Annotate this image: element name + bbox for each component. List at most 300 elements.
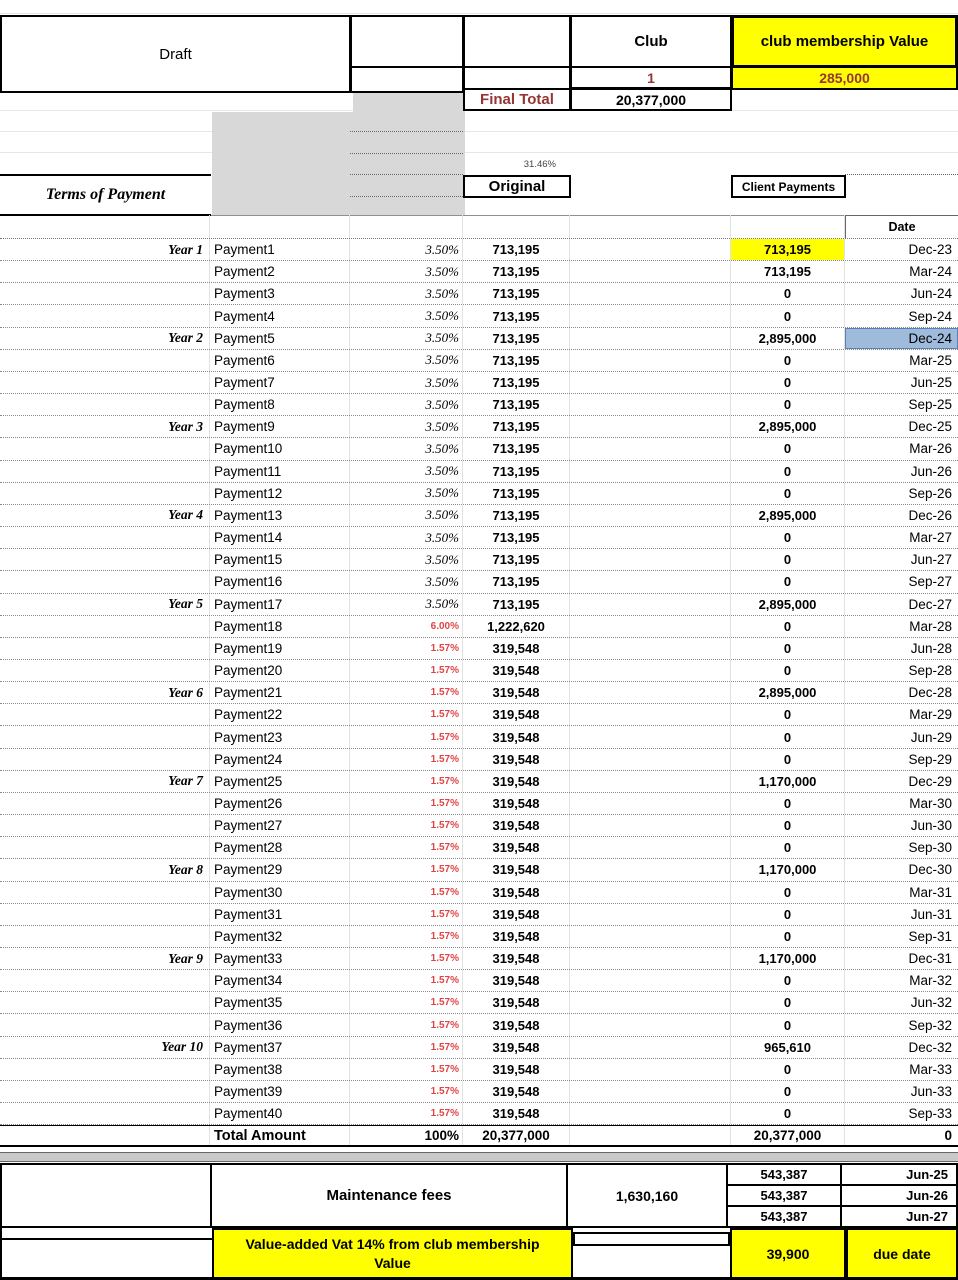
payment-name-cell[interactable]: Payment12: [210, 483, 350, 504]
maintenance-label-cell[interactable]: Maintenance fees: [212, 1165, 568, 1226]
client-payment-cell[interactable]: 0: [731, 660, 845, 681]
date-cell[interactable]: Dec-24: [845, 328, 958, 349]
date-column-header[interactable]: Date: [845, 215, 958, 238]
year-label-cell[interactable]: [0, 350, 210, 371]
client-payment-cell[interactable]: 0: [731, 527, 845, 548]
empty-gap-cell[interactable]: [570, 305, 731, 326]
client-payment-cell[interactable]: 2,895,000: [731, 682, 845, 703]
payment-name-cell[interactable]: Payment15: [210, 549, 350, 570]
payment-name-cell[interactable]: Payment17: [210, 594, 350, 615]
empty-gap-cell[interactable]: [570, 527, 731, 548]
empty-gap-cell[interactable]: [570, 328, 731, 349]
empty-gap-cell[interactable]: [570, 438, 731, 459]
payment-name-cell[interactable]: Payment7: [210, 372, 350, 393]
date-cell[interactable]: Dec-27: [908, 596, 952, 612]
year-label-cell[interactable]: [0, 461, 210, 482]
client-payment-cell[interactable]: 0: [731, 815, 845, 836]
year-label-cell[interactable]: Year 2: [0, 328, 210, 349]
client-payment-cell[interactable]: 0: [731, 704, 845, 725]
date-cell[interactable]: Mar-33: [909, 1061, 952, 1077]
payment-name-cell[interactable]: Payment25: [210, 771, 350, 792]
payment-percent-cell[interactable]: 3.50%: [350, 350, 463, 371]
original-amount-cell[interactable]: 319,548: [463, 1059, 570, 1080]
year-label-cell[interactable]: Year 5: [0, 594, 210, 615]
original-amount-cell[interactable]: 713,195: [463, 549, 570, 570]
year-label-cell[interactable]: [0, 549, 210, 570]
original-amount-cell[interactable]: 319,548: [463, 904, 570, 925]
empty-cell[interactable]: [731, 215, 845, 238]
payment-name-cell[interactable]: Payment16: [210, 571, 350, 592]
year-label-cell[interactable]: [0, 815, 210, 836]
original-amount-cell[interactable]: 319,548: [463, 859, 570, 880]
final-total-label-cell[interactable]: Final Total: [463, 88, 571, 111]
payment-percent-cell[interactable]: 1.57%: [350, 749, 463, 770]
payment-name-cell[interactable]: Payment2: [210, 261, 350, 282]
payment-name-cell[interactable]: Payment14: [210, 527, 350, 548]
empty-cell[interactable]: [570, 1126, 731, 1145]
year-label-cell[interactable]: [0, 726, 210, 747]
original-amount-cell[interactable]: 713,195: [463, 350, 570, 371]
payment-percent-cell[interactable]: 3.50%: [350, 416, 463, 437]
payment-percent-cell[interactable]: 6.00%: [350, 616, 463, 637]
empty-gap-cell[interactable]: [570, 1103, 731, 1124]
date-cell[interactable]: Mar-26: [909, 441, 952, 457]
date-cell[interactable]: Mar-24: [909, 264, 952, 280]
empty-gap-cell[interactable]: [570, 1037, 731, 1058]
empty-gap-cell[interactable]: [570, 749, 731, 770]
client-payments-header-cell[interactable]: Client Payments: [731, 175, 846, 198]
payment-name-cell[interactable]: Payment4: [210, 305, 350, 326]
year-label-cell[interactable]: [0, 1081, 210, 1102]
empty-gap-cell[interactable]: [570, 726, 731, 747]
payment-percent-cell[interactable]: 1.57%: [350, 704, 463, 725]
payment-percent-cell[interactable]: 3.50%: [350, 372, 463, 393]
year-label-cell[interactable]: [0, 970, 210, 991]
payment-name-cell[interactable]: Payment18: [210, 616, 350, 637]
vat-due-date-cell[interactable]: due date: [846, 1228, 958, 1280]
empty-cell[interactable]: [210, 215, 350, 238]
payment-percent-cell[interactable]: 3.50%: [350, 571, 463, 592]
original-amount-cell[interactable]: 713,195: [463, 438, 570, 459]
maintenance-date-cell[interactable]: Jun-26: [906, 1188, 948, 1203]
date-cell[interactable]: Dec-28: [908, 685, 952, 701]
original-amount-cell[interactable]: 1,222,620: [463, 616, 570, 637]
empty-gap-cell[interactable]: [570, 1014, 731, 1035]
date-cell[interactable]: Sep-24: [908, 308, 952, 324]
client-payment-cell[interactable]: 2,895,000: [731, 416, 845, 437]
client-payment-cell[interactable]: 0: [731, 882, 845, 903]
maintenance-empty-cell[interactable]: [2, 1165, 212, 1226]
payment-percent-cell[interactable]: 1.57%: [350, 1014, 463, 1035]
payment-percent-cell[interactable]: 1.57%: [350, 1059, 463, 1080]
payment-name-cell[interactable]: Payment20: [210, 660, 350, 681]
club-header-cell[interactable]: Club: [570, 15, 732, 68]
empty-header-cell[interactable]: [350, 15, 464, 93]
original-amount-cell[interactable]: 713,195: [463, 372, 570, 393]
payment-name-cell[interactable]: Payment35: [210, 992, 350, 1013]
year-label-cell[interactable]: [0, 1103, 210, 1124]
year-label-cell[interactable]: [0, 616, 210, 637]
date-cell[interactable]: Sep-33: [908, 1106, 952, 1122]
empty-gap-cell[interactable]: [570, 571, 731, 592]
empty-cell[interactable]: [0, 1126, 210, 1145]
client-payment-cell[interactable]: 2,895,000: [731, 594, 845, 615]
payment-name-cell[interactable]: Payment39: [210, 1081, 350, 1102]
empty-gap-cell[interactable]: [570, 638, 731, 659]
original-amount-cell[interactable]: 319,548: [463, 1081, 570, 1102]
membership-value-header-cell[interactable]: club membership Value: [731, 15, 958, 68]
empty-gap-cell[interactable]: [570, 660, 731, 681]
empty-gap-cell[interactable]: [570, 992, 731, 1013]
payment-percent-cell[interactable]: 1.57%: [350, 726, 463, 747]
payment-percent-cell[interactable]: 3.50%: [350, 438, 463, 459]
vat-empty-cell[interactable]: [0, 1228, 212, 1280]
payment-name-cell[interactable]: Payment11: [210, 461, 350, 482]
date-cell[interactable]: Jun-30: [910, 818, 952, 834]
payment-name-cell[interactable]: Payment40: [210, 1103, 350, 1124]
date-cell[interactable]: Dec-32: [908, 1039, 952, 1055]
client-payment-cell[interactable]: 965,610: [731, 1037, 845, 1058]
year-label-cell[interactable]: [0, 527, 210, 548]
year-label-cell[interactable]: [0, 438, 210, 459]
payment-percent-cell[interactable]: 1.57%: [350, 992, 463, 1013]
date-cell[interactable]: Jun-29: [910, 729, 952, 745]
empty-gap-cell[interactable]: [570, 1081, 731, 1102]
payment-name-cell[interactable]: Payment23: [210, 726, 350, 747]
payment-percent-cell[interactable]: 1.57%: [350, 1037, 463, 1058]
original-amount-cell[interactable]: 319,548: [463, 638, 570, 659]
original-amount-cell[interactable]: 319,548: [463, 1014, 570, 1035]
payment-name-cell[interactable]: Payment3: [210, 283, 350, 304]
original-amount-cell[interactable]: 713,195: [463, 239, 570, 260]
payment-name-cell[interactable]: Payment1: [210, 239, 350, 260]
payment-percent-cell[interactable]: 1.57%: [350, 1081, 463, 1102]
client-payment-cell[interactable]: 0: [731, 926, 845, 947]
date-cell[interactable]: Jun-27: [910, 552, 952, 568]
year-label-cell[interactable]: [0, 483, 210, 504]
payment-percent-cell[interactable]: 3.50%: [350, 461, 463, 482]
payment-name-cell[interactable]: Payment34: [210, 970, 350, 991]
empty-gap-cell[interactable]: [570, 1059, 731, 1080]
payment-percent-cell[interactable]: 1.57%: [350, 904, 463, 925]
year-label-cell[interactable]: [0, 926, 210, 947]
payment-percent-cell[interactable]: 3.50%: [350, 394, 463, 415]
client-payment-cell[interactable]: 1,170,000: [731, 859, 845, 880]
total-label-cell[interactable]: Total Amount: [210, 1126, 350, 1145]
year-label-cell[interactable]: [0, 638, 210, 659]
payment-percent-cell[interactable]: 3.50%: [350, 261, 463, 282]
vat-label-cell[interactable]: Value-added Vat 14% from club membership Value: [212, 1228, 573, 1280]
original-amount-cell[interactable]: 713,195: [463, 461, 570, 482]
payment-percent-cell[interactable]: 1.57%: [350, 638, 463, 659]
empty-gap-cell[interactable]: [570, 394, 731, 415]
client-payment-cell[interactable]: 0: [731, 1059, 845, 1080]
payment-percent-cell[interactable]: 3.50%: [350, 305, 463, 326]
original-amount-cell[interactable]: 319,548: [463, 771, 570, 792]
date-cell[interactable]: Mar-27: [909, 530, 952, 546]
client-payment-cell[interactable]: 0: [731, 438, 845, 459]
original-amount-cell[interactable]: 319,548: [463, 837, 570, 858]
original-amount-cell[interactable]: 319,548: [463, 682, 570, 703]
empty-gap-cell[interactable]: [570, 970, 731, 991]
terms-of-payment-label[interactable]: Terms of Payment: [0, 174, 211, 216]
year-label-cell[interactable]: [0, 992, 210, 1013]
final-total-value-cell[interactable]: 20,377,000: [570, 88, 732, 111]
maintenance-date-cell[interactable]: Jun-25: [906, 1167, 948, 1182]
empty-gap-cell[interactable]: [570, 815, 731, 836]
year-label-cell[interactable]: [0, 882, 210, 903]
client-payment-cell[interactable]: 0: [731, 1014, 845, 1035]
payment-name-cell[interactable]: Payment19: [210, 638, 350, 659]
payment-name-cell[interactable]: Payment27: [210, 815, 350, 836]
empty-cell[interactable]: [570, 215, 731, 238]
maintenance-amount-cell[interactable]: 543,387: [728, 1165, 842, 1184]
client-payment-cell[interactable]: 0: [731, 616, 845, 637]
payment-name-cell[interactable]: Payment24: [210, 749, 350, 770]
date-cell[interactable]: Jun-33: [910, 1084, 952, 1100]
original-amount-cell[interactable]: 319,548: [463, 749, 570, 770]
client-payment-cell[interactable]: 0: [731, 1081, 845, 1102]
payment-percent-cell[interactable]: 3.50%: [350, 549, 463, 570]
payment-percent-cell[interactable]: 1.57%: [350, 1103, 463, 1124]
client-payment-cell[interactable]: 713,195: [731, 239, 845, 260]
original-amount-cell[interactable]: 319,548: [463, 926, 570, 947]
total-client-cell[interactable]: 20,377,000: [731, 1126, 845, 1145]
club-number-cell[interactable]: 1: [570, 66, 732, 89]
date-cell[interactable]: Dec-25: [908, 419, 952, 435]
payment-name-cell[interactable]: Payment9: [210, 416, 350, 437]
empty-gap-cell[interactable]: [570, 948, 731, 969]
client-payment-cell[interactable]: 0: [731, 394, 845, 415]
total-original-cell[interactable]: 20,377,000: [463, 1126, 570, 1145]
total-date-cell[interactable]: 0: [944, 1128, 952, 1144]
date-cell[interactable]: Sep-30: [908, 840, 952, 856]
empty-cell[interactable]: [463, 215, 570, 238]
total-percent-cell[interactable]: 100%: [350, 1126, 463, 1145]
empty-gap-cell[interactable]: [570, 461, 731, 482]
original-amount-cell[interactable]: 319,548: [463, 1037, 570, 1058]
date-cell[interactable]: Dec-30: [908, 862, 952, 878]
client-payment-cell[interactable]: 0: [731, 483, 845, 504]
date-cell[interactable]: Jun-25: [910, 375, 952, 391]
empty-gap-cell[interactable]: [570, 283, 731, 304]
client-payment-cell[interactable]: 0: [731, 970, 845, 991]
original-amount-cell[interactable]: 713,195: [463, 416, 570, 437]
maintenance-amount-cell[interactable]: 543,387: [728, 1207, 842, 1226]
date-cell[interactable]: Jun-24: [910, 286, 952, 302]
date-cell[interactable]: Sep-31: [908, 928, 952, 944]
payment-name-cell[interactable]: Payment21: [210, 682, 350, 703]
payment-percent-cell[interactable]: 3.50%: [350, 594, 463, 615]
payment-percent-cell[interactable]: 1.57%: [350, 859, 463, 880]
date-cell[interactable]: Mar-29: [909, 707, 952, 723]
empty-gap-cell[interactable]: [570, 837, 731, 858]
payment-name-cell[interactable]: Payment26: [210, 793, 350, 814]
year-label-cell[interactable]: Year 8: [0, 859, 210, 880]
payment-percent-cell[interactable]: 3.50%: [350, 239, 463, 260]
year-label-cell[interactable]: Year 1: [0, 239, 210, 260]
date-cell[interactable]: Sep-25: [908, 397, 952, 413]
year-label-cell[interactable]: [0, 660, 210, 681]
empty-cell[interactable]: [350, 215, 463, 238]
client-payment-cell[interactable]: 0: [731, 793, 845, 814]
payment-name-cell[interactable]: Payment22: [210, 704, 350, 725]
original-amount-cell[interactable]: 713,195: [463, 305, 570, 326]
vat-small-empty-cell[interactable]: [573, 1232, 730, 1246]
year-label-cell[interactable]: [0, 305, 210, 326]
maintenance-amount-cell[interactable]: 543,387: [728, 1186, 842, 1205]
empty-gap-cell[interactable]: [570, 549, 731, 570]
year-label-cell[interactable]: [0, 837, 210, 858]
payment-percent-cell[interactable]: 3.50%: [350, 505, 463, 526]
client-payment-cell[interactable]: 0: [731, 283, 845, 304]
payment-percent-cell[interactable]: 1.57%: [350, 815, 463, 836]
date-cell[interactable]: Jun-31: [910, 906, 952, 922]
vat-amount-cell[interactable]: 39,900: [730, 1228, 846, 1280]
year-label-cell[interactable]: [0, 1014, 210, 1035]
client-payment-cell[interactable]: 0: [731, 638, 845, 659]
original-amount-cell[interactable]: 319,548: [463, 992, 570, 1013]
year-label-cell[interactable]: Year 3: [0, 416, 210, 437]
payment-name-cell[interactable]: Payment29: [210, 859, 350, 880]
payment-name-cell[interactable]: Payment10: [210, 438, 350, 459]
payment-name-cell[interactable]: Payment8: [210, 394, 350, 415]
empty-gap-cell[interactable]: [570, 904, 731, 925]
original-amount-cell[interactable]: 319,548: [463, 726, 570, 747]
payment-name-cell[interactable]: Payment38: [210, 1059, 350, 1080]
payment-name-cell[interactable]: Payment6: [210, 350, 350, 371]
payment-percent-cell[interactable]: 1.57%: [350, 970, 463, 991]
empty-gap-cell[interactable]: [570, 771, 731, 792]
year-label-cell[interactable]: Year 6: [0, 682, 210, 703]
date-cell[interactable]: Sep-29: [908, 751, 952, 767]
client-payment-cell[interactable]: 0: [731, 726, 845, 747]
empty-gap-cell[interactable]: [570, 483, 731, 504]
payment-name-cell[interactable]: Payment37: [210, 1037, 350, 1058]
date-cell[interactable]: Dec-23: [908, 242, 952, 258]
year-label-cell[interactable]: [0, 749, 210, 770]
payment-percent-cell[interactable]: 1.57%: [350, 793, 463, 814]
payment-name-cell[interactable]: Payment5: [210, 328, 350, 349]
client-payment-cell[interactable]: 1,170,000: [731, 771, 845, 792]
payment-name-cell[interactable]: Payment33: [210, 948, 350, 969]
payment-percent-cell[interactable]: 3.50%: [350, 527, 463, 548]
maintenance-date-cell[interactable]: Jun-27: [906, 1209, 948, 1224]
date-cell[interactable]: Jun-28: [910, 640, 952, 656]
original-amount-cell[interactable]: 319,548: [463, 660, 570, 681]
empty-gap-cell[interactable]: [570, 882, 731, 903]
empty-gap-cell[interactable]: [570, 594, 731, 615]
client-payment-cell[interactable]: 0: [731, 837, 845, 858]
original-amount-cell[interactable]: 319,548: [463, 970, 570, 991]
year-label-cell[interactable]: [0, 261, 210, 282]
percent-note[interactable]: 31.46%: [523, 159, 556, 170]
payment-percent-cell[interactable]: 1.57%: [350, 948, 463, 969]
empty-header-cell[interactable]: [463, 15, 571, 93]
payment-name-cell[interactable]: Payment32: [210, 926, 350, 947]
year-label-cell[interactable]: [0, 1059, 210, 1080]
payment-percent-cell[interactable]: 1.57%: [350, 882, 463, 903]
empty-gap-cell[interactable]: [570, 926, 731, 947]
original-amount-cell[interactable]: 319,548: [463, 882, 570, 903]
empty-gap-cell[interactable]: [570, 859, 731, 880]
original-amount-cell[interactable]: 713,195: [463, 571, 570, 592]
empty-gap-cell[interactable]: [570, 416, 731, 437]
draft-cell[interactable]: Draft: [0, 15, 351, 93]
original-amount-cell[interactable]: 713,195: [463, 328, 570, 349]
client-payment-cell[interactable]: 2,895,000: [731, 505, 845, 526]
payment-percent-cell[interactable]: 1.57%: [350, 926, 463, 947]
year-label-cell[interactable]: [0, 283, 210, 304]
empty-gap-cell[interactable]: [570, 616, 731, 637]
date-cell[interactable]: Mar-25: [909, 352, 952, 368]
date-cell[interactable]: Dec-31: [908, 951, 952, 967]
payment-percent-cell[interactable]: 3.50%: [350, 283, 463, 304]
date-cell[interactable]: Mar-32: [909, 973, 952, 989]
date-cell[interactable]: Jun-32: [910, 995, 952, 1011]
date-cell[interactable]: Dec-26: [908, 507, 952, 523]
client-payment-cell[interactable]: 713,195: [731, 261, 845, 282]
client-payment-cell[interactable]: 0: [731, 461, 845, 482]
empty-gap-cell[interactable]: [570, 261, 731, 282]
original-amount-cell[interactable]: 319,548: [463, 793, 570, 814]
empty-gap-cell[interactable]: [570, 372, 731, 393]
payment-name-cell[interactable]: Payment31: [210, 904, 350, 925]
year-label-cell[interactable]: Year 4: [0, 505, 210, 526]
empty-gap-cell[interactable]: [570, 505, 731, 526]
original-amount-cell[interactable]: 713,195: [463, 483, 570, 504]
empty-gap-cell[interactable]: [570, 239, 731, 260]
client-payment-cell[interactable]: 0: [731, 992, 845, 1013]
year-label-cell[interactable]: Year 9: [0, 948, 210, 969]
payment-percent-cell[interactable]: 3.50%: [350, 328, 463, 349]
maintenance-total-cell[interactable]: 1,630,160: [568, 1165, 728, 1226]
original-amount-cell[interactable]: 319,548: [463, 815, 570, 836]
date-cell[interactable]: Sep-32: [908, 1017, 952, 1033]
year-label-cell[interactable]: [0, 372, 210, 393]
original-amount-cell[interactable]: 713,195: [463, 527, 570, 548]
client-payment-cell[interactable]: 0: [731, 571, 845, 592]
date-cell[interactable]: Sep-26: [908, 485, 952, 501]
original-amount-cell[interactable]: 713,195: [463, 261, 570, 282]
date-cell[interactable]: Mar-28: [909, 618, 952, 634]
client-payment-cell[interactable]: 2,895,000: [731, 328, 845, 349]
original-amount-cell[interactable]: 319,548: [463, 704, 570, 725]
payment-name-cell[interactable]: Payment30: [210, 882, 350, 903]
payment-percent-cell[interactable]: 1.57%: [350, 682, 463, 703]
original-amount-cell[interactable]: 713,195: [463, 594, 570, 615]
year-label-cell[interactable]: [0, 394, 210, 415]
original-amount-cell[interactable]: 319,548: [463, 1103, 570, 1124]
client-payment-cell[interactable]: 0: [731, 549, 845, 570]
year-label-cell[interactable]: [0, 793, 210, 814]
client-payment-cell[interactable]: 0: [731, 904, 845, 925]
original-amount-cell[interactable]: 713,195: [463, 283, 570, 304]
date-cell[interactable]: Dec-29: [908, 773, 952, 789]
membership-value-cell[interactable]: 285,000: [731, 66, 958, 90]
payment-name-cell[interactable]: Payment28: [210, 837, 350, 858]
payment-name-cell[interactable]: Payment36: [210, 1014, 350, 1035]
date-cell[interactable]: Mar-31: [909, 884, 952, 900]
original-amount-cell[interactable]: 713,195: [463, 394, 570, 415]
date-cell[interactable]: Sep-28: [908, 663, 952, 679]
empty-gap-cell[interactable]: [570, 682, 731, 703]
year-label-cell[interactable]: [0, 704, 210, 725]
payment-percent-cell[interactable]: 3.50%: [350, 483, 463, 504]
original-amount-cell[interactable]: 713,195: [463, 505, 570, 526]
original-amount-cell[interactable]: 319,548: [463, 948, 570, 969]
client-payment-cell[interactable]: 1,170,000: [731, 948, 845, 969]
